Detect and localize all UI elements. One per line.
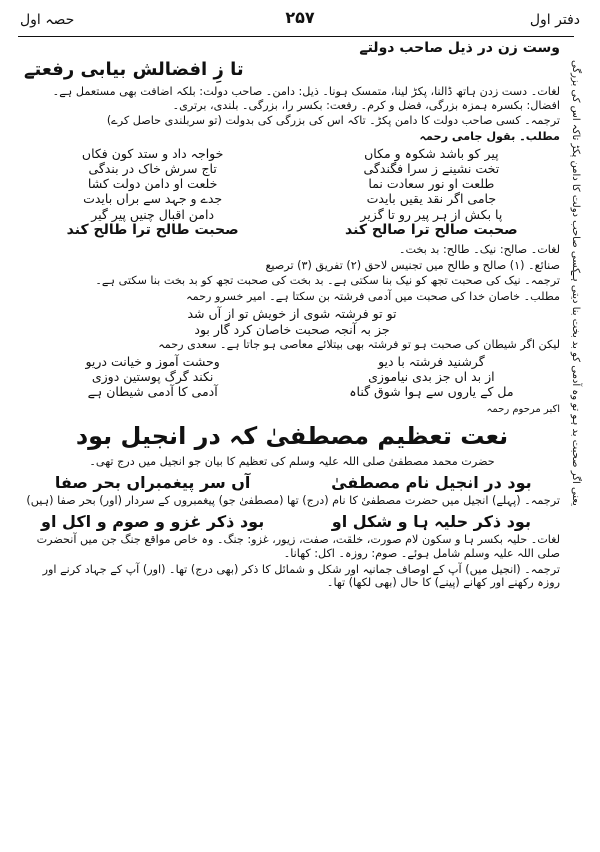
misra-left: خواجہ داد و ستد کون فکاں <box>81 145 224 161</box>
header-rule <box>18 36 574 37</box>
matlab-paragraph: مطلب۔ خاصان خدا کی صحبت میں آدمی فرشتہ بن سکتا ہے۔ امیر خسرو رحمہ <box>186 289 560 303</box>
attribution: اکبر مرحوم رحمہ <box>486 403 560 415</box>
section-3 <box>24 422 560 590</box>
misra-left: تاج سرش خاک در بندگی <box>88 160 217 176</box>
misra-right: مل کے یاروں سے ہوا شوق گناہ <box>349 384 514 400</box>
tarjuma-paragraph: ترجمہ۔ (انجیل میں) آپ کے اوصاف جمانیہ اور شکل و شمائل کا ذکر (بھی درج) تھا۔ (اور) آپ کے جہاد کرنے اور روزہ رکھنے اور کھانے (پینے) کا حال (بھی لکھا) تھا۔ <box>42 562 560 590</box>
couplets-block-2 <box>24 354 560 400</box>
misra-left: آں سر پیغمبراں بحر صفا <box>54 472 251 492</box>
lughat-paragraph: لغات۔ دست زدن ہاتھ ڈالنا، پکڑ لینا، متمسک ہونا۔ ذیل: دامن۔ صاحب دولت: بلکہ اضافت بھی مستعمل ہے۔ افضال: بکسرہ ہمزہ بزرگی، فضل و کرم۔ رفعت: بکسر را، بزرگی۔ بلندی، برتری۔ <box>52 85 560 112</box>
verse-title-main: تا زِ افضالش بیابی رفعتے <box>24 59 244 81</box>
couplet <box>24 207 560 222</box>
misra-left: خلعت او دامن دولت کشا <box>87 176 218 192</box>
section-1 <box>24 40 560 239</box>
misra-right: بود در انجیل نام مصطفیٰ <box>331 472 532 492</box>
misra-left: وحشت آموز و خیانت دریو <box>85 353 220 369</box>
couplet <box>24 473 560 493</box>
tarjuma-paragraph: ترجمہ۔ نیک کی صحبت تجھ کو نیک بنا سکتی ہے۔ بد بخت کی صحبت تجھ کو بد بخت بنا سکتی ہے۔ <box>95 274 560 288</box>
misra-right: صحبت صالح ترا صالح کند <box>345 221 518 238</box>
matlab-paragraph: مطلب۔ بقول جامی رحمہ <box>419 130 560 143</box>
couplet <box>24 369 560 384</box>
couplet <box>24 222 560 239</box>
verse-title-line: وست زن در ذیل صاحب دولتے <box>359 40 560 56</box>
misra-left: صحبت طالح ترا طالح کند <box>66 221 239 238</box>
misra-right: بود ذکر حلیہ ہا و شکل او <box>331 511 531 531</box>
misra-left: نکند گرگ پوستین دوزی <box>91 369 214 385</box>
couplet <box>24 354 560 369</box>
lughat-paragraph: لغات۔ صالح: نیک۔ طالح: بد بخت۔ <box>398 242 560 256</box>
misra-right: جامی اگر نقد یقیں بایدت <box>366 191 497 207</box>
verse-line: جز بہ آنجہ صحبت خاصان کرد گار بود <box>194 321 390 337</box>
misra-left: آدمی کا آدمی شیطان ہے <box>87 384 218 400</box>
couplet <box>24 146 560 161</box>
couplets-block-1 <box>24 146 560 239</box>
margin-note-upper: کسی صاحب دولت کا دامن پکڑ تاکہ اس کی بزرگی <box>570 60 581 273</box>
misra-right: پا بکش از ہر پیر رو تا گزیر <box>360 206 503 222</box>
lughat-paragraph: لغات۔ حلیہ بکسر ہا و سکون لام صورت، خلقت، صفت، زیور، غزو: جنگ۔ وہ خاص مواقع جنگ جن میں آنحضرت صلی اللہ علیہ وسلم شامل ہوئے۔ صوم: روزہ۔ اکل: کھانا۔ <box>36 533 560 560</box>
page-content <box>24 40 560 592</box>
couplet <box>24 384 560 399</box>
sanaye-paragraph: صنائع۔ (۱) صالح و طالح میں تجنیس لاحق (۲) تفریق (۳) ترصیع <box>265 258 560 272</box>
header-part: حصہ اول <box>20 12 75 28</box>
couplet <box>24 512 560 532</box>
misra-left: بود ذکر غزو و صوم و اکل او <box>41 511 265 531</box>
misra-right: طلعت او نور سعادت نما <box>368 176 495 192</box>
misra-left: دامن اقبال چنیں پیر گیر <box>91 206 215 222</box>
page-number: ۲۵۷ <box>285 8 315 27</box>
tarjuma-paragraph: ترجمہ۔ کسی صاحب دولت کا دامن پکڑ۔ تاکہ اس کی بزرگی کی بدولت (تو سربلندی حاصل کرے) <box>106 114 560 128</box>
tarjuma-paragraph: ترجمہ۔ (پہلے) انجیل میں حضرت مصطفیٰ کا نام (درج) تھا (مصطفیٰ جو) پیغمبروں کے سردار (اور) بحر صفا (ہیں) <box>26 494 560 508</box>
misra-left: جدے و جہد سے براں بایدت <box>83 191 223 207</box>
page-header <box>20 8 580 34</box>
naat-heading: نعت تعظیم مصطفیٰ کہ در انجیل بود <box>75 421 509 450</box>
couplet <box>24 176 560 191</box>
lekin-paragraph: لیکن اگر شیطان کی صحبت ہو تو فرشتہ بھی بیتلائے معاصی ہو جاتا ہے۔ سعدی رحمہ <box>158 338 560 352</box>
couplet <box>24 191 560 206</box>
section-2 <box>24 243 560 416</box>
misra-right: پیر کو باشد شکوہ و مکاں <box>364 145 499 161</box>
misra-right: تخت نشینے ز سرا فگندگی <box>363 160 500 176</box>
misra-right: از بد اں جز بدی نیاموزی <box>368 369 495 385</box>
header-volume: دفتر اول <box>529 12 580 28</box>
verse-line: تو تو فرشتہ شوی از خویش تو از آں شد <box>187 305 397 321</box>
intro-paragraph: حضرت محمد مصطفیٰ صلی اللہ علیہ وسلم کی تعظیم کا بیان جو انجیل میں درج تھی۔ <box>89 454 495 468</box>
couplet <box>24 161 560 176</box>
misra-right: گرشنید فرشتہ با دیو <box>378 353 485 369</box>
margin-note-lower: یعنی اگر صحبت بد ہو تو وہ آدمی کو بد بخت بنا دیتی ہے <box>570 270 581 506</box>
